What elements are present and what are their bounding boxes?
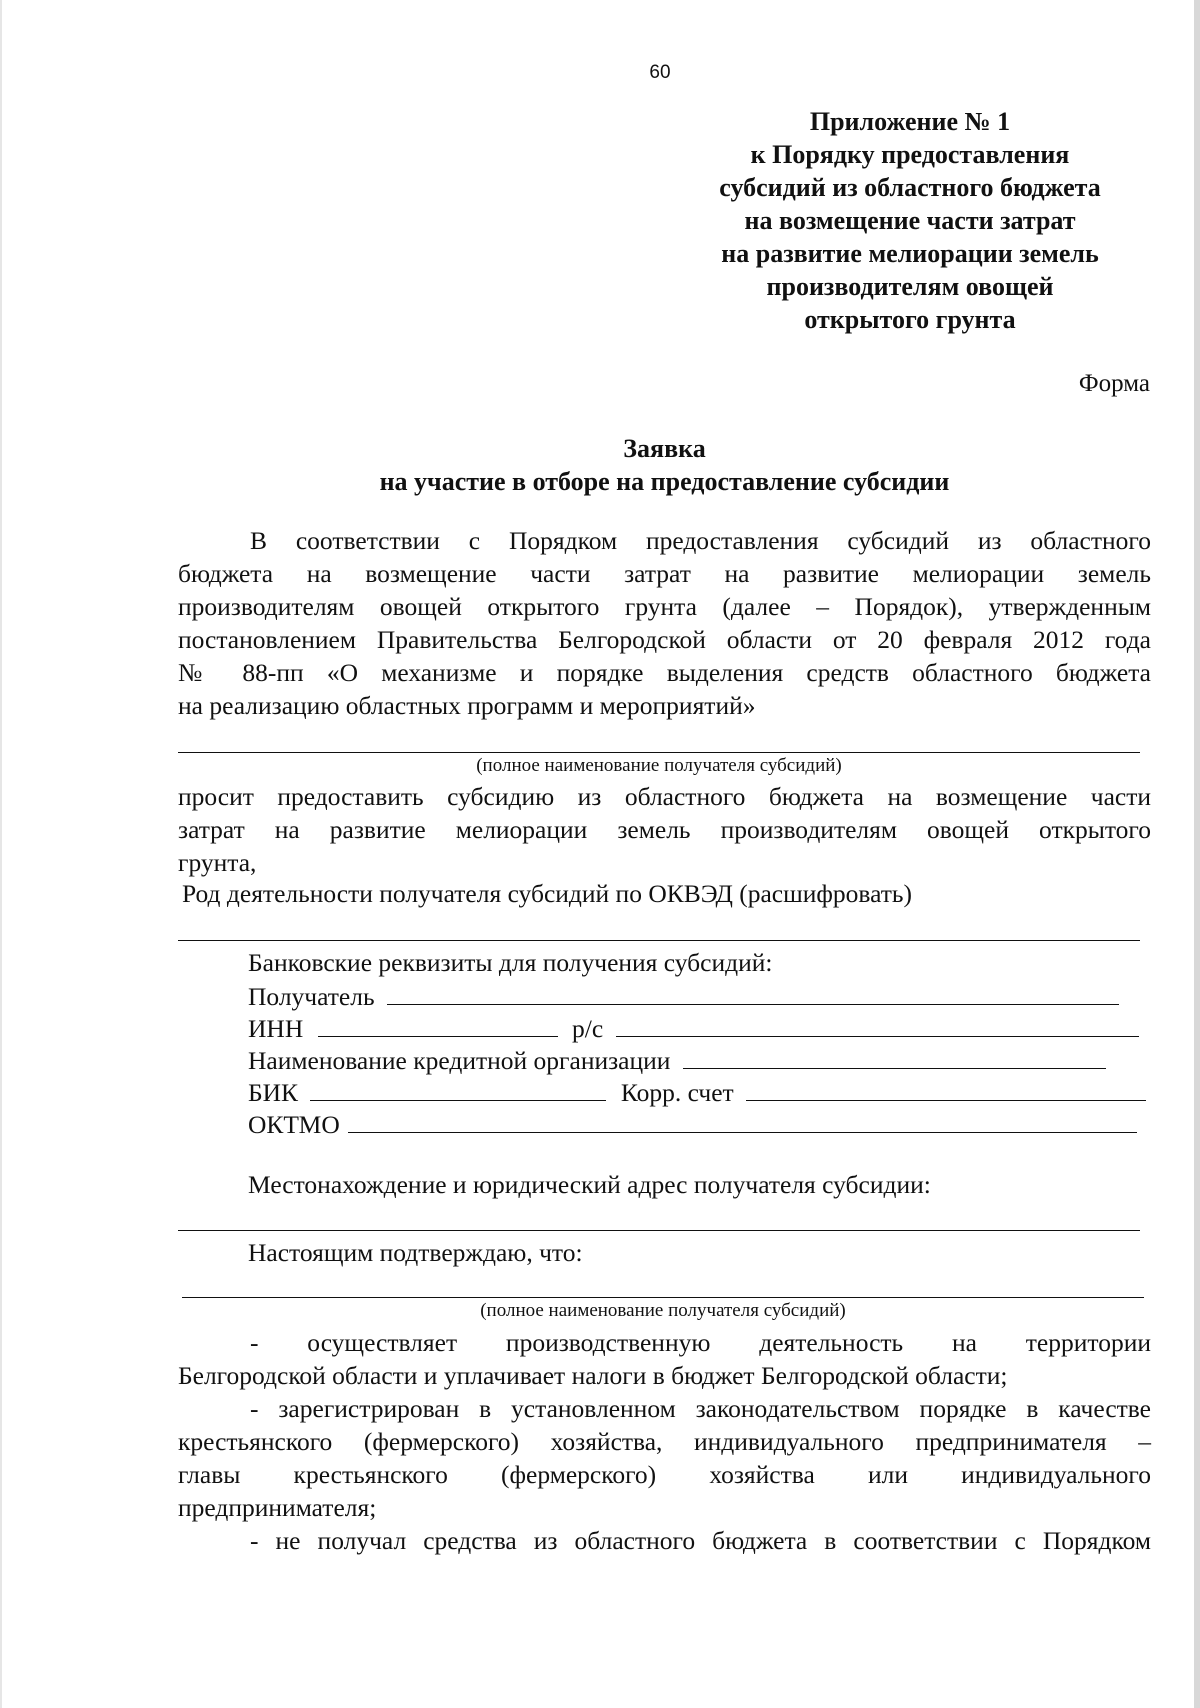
paragraph-line: предпринимателя; [178,1493,377,1522]
request-paragraph [178,780,1151,879]
activity-line: Род деятельности получателя субсидий по ОКВЭД (расшифровать) [182,879,913,908]
appendix-line: субсидий из областного бюджета [719,173,1101,202]
inn-field[interactable] [318,1010,558,1037]
title-line-2: на участие в отборе на предоставление субсидии [379,467,950,496]
credit-org-row [248,1042,1148,1077]
appendix-line: на возмещение части затрат [744,206,1076,235]
paragraph-line: Белгородской области и уплачивает налоги в бюджет Белгородской области; [178,1361,1008,1390]
paragraph-line: В соответствии с Порядком предоставления субсидий из областного [250,526,1151,555]
title-line-1: Заявка [623,434,706,463]
recipient-row [248,978,1148,1013]
paragraph-line: - не получал средства из областного бюджета в соответствии с Порядком [250,1526,1151,1555]
oktmo-field[interactable] [348,1106,1137,1133]
paragraph-line: - осуществляет производственную деятельность на территории [250,1328,1151,1357]
address-field-line[interactable] [178,1230,1140,1231]
confirm-item-3 [178,1524,1151,1557]
paragraph-line: главы крестьянского (фермерского) хозяйства или индивидуального [178,1460,1151,1489]
page-number: 60 [649,62,671,83]
scan-edge-left [0,0,2,1708]
credit-org-field[interactable] [683,1042,1106,1069]
paragraph-line: крестьянского (фермерского) хозяйства, индивидуального предпринимателя – [178,1427,1151,1456]
appendix-line: на развитие мелиорации земель [721,239,1099,268]
corr-account-field[interactable] [746,1074,1146,1101]
recipient-field[interactable] [387,978,1119,1005]
appendix-line: открытого грунта [804,305,1016,334]
intro-paragraph [178,524,1151,722]
paragraph-line: просит предоставить субсидию из областного бюджета на возмещение части [178,782,1151,811]
address-line: Местонахождение и юридический адрес получателя субсидии: [248,1170,931,1199]
corr-account-label: Корр. счет [620,1078,734,1107]
paragraph-line: производителям овощей открытого грунта (далее – Порядок), утвержденным [178,592,1151,621]
paragraph-line: постановлением Правительства Белгородской области от 20 февраля 2012 года [178,625,1151,654]
appendix-line: к Порядку предоставления [750,140,1070,169]
paragraph-line: затрат на развитие мелиорации земель производителям овощей открытого [178,815,1151,844]
confirm-item-1 [178,1326,1151,1392]
recipient-caption-1: (полное наименование получателя субсидий) [476,755,842,776]
oktmo-row [248,1106,1148,1141]
document-title [178,432,1151,498]
paragraph-line: бюджета на возмещение части затрат на развитие мелиорации земель [178,559,1151,588]
account-label: р/с [572,1014,604,1043]
paragraph-line: № 88-пп «О механизме и порядке выделения средств областного бюджета [178,658,1151,687]
bank-heading: Банковские реквизиты для получения субсидий: [248,948,773,977]
form-label: Форма [1078,370,1150,397]
scan-edge [1194,0,1200,1708]
recipient-name-line-1[interactable] [178,752,1140,753]
appendix-line: Приложение № 1 [809,107,1011,136]
confirm-line: Настоящим подтверждаю, что: [248,1238,583,1267]
inn-row [248,1010,1148,1045]
paragraph-line: на реализацию областных программ и мероприятий» [178,691,756,720]
inn-label: ИНН [248,1014,304,1043]
recipient-label: Получатель [248,982,375,1011]
recipient-caption-2: (полное наименование получателя субсидий) [480,1300,846,1321]
activity-field-line[interactable] [178,940,1140,941]
recipient-name-line-2[interactable] [182,1297,1144,1298]
appendix-header [660,105,1160,336]
bik-row [248,1074,1148,1109]
bik-label: БИК [248,1078,299,1107]
confirm-item-2 [178,1392,1151,1524]
oktmo-label: ОКТМО [248,1110,340,1139]
account-field[interactable] [616,1010,1139,1037]
bik-field[interactable] [310,1074,606,1101]
paragraph-line: грунта, [178,848,257,877]
credit-org-label: Наименование кредитной организации [248,1046,671,1075]
appendix-line: производителям овощей [766,272,1054,301]
paragraph-line: - зарегистрирован в установленном законодательством порядке в качестве [250,1394,1151,1423]
